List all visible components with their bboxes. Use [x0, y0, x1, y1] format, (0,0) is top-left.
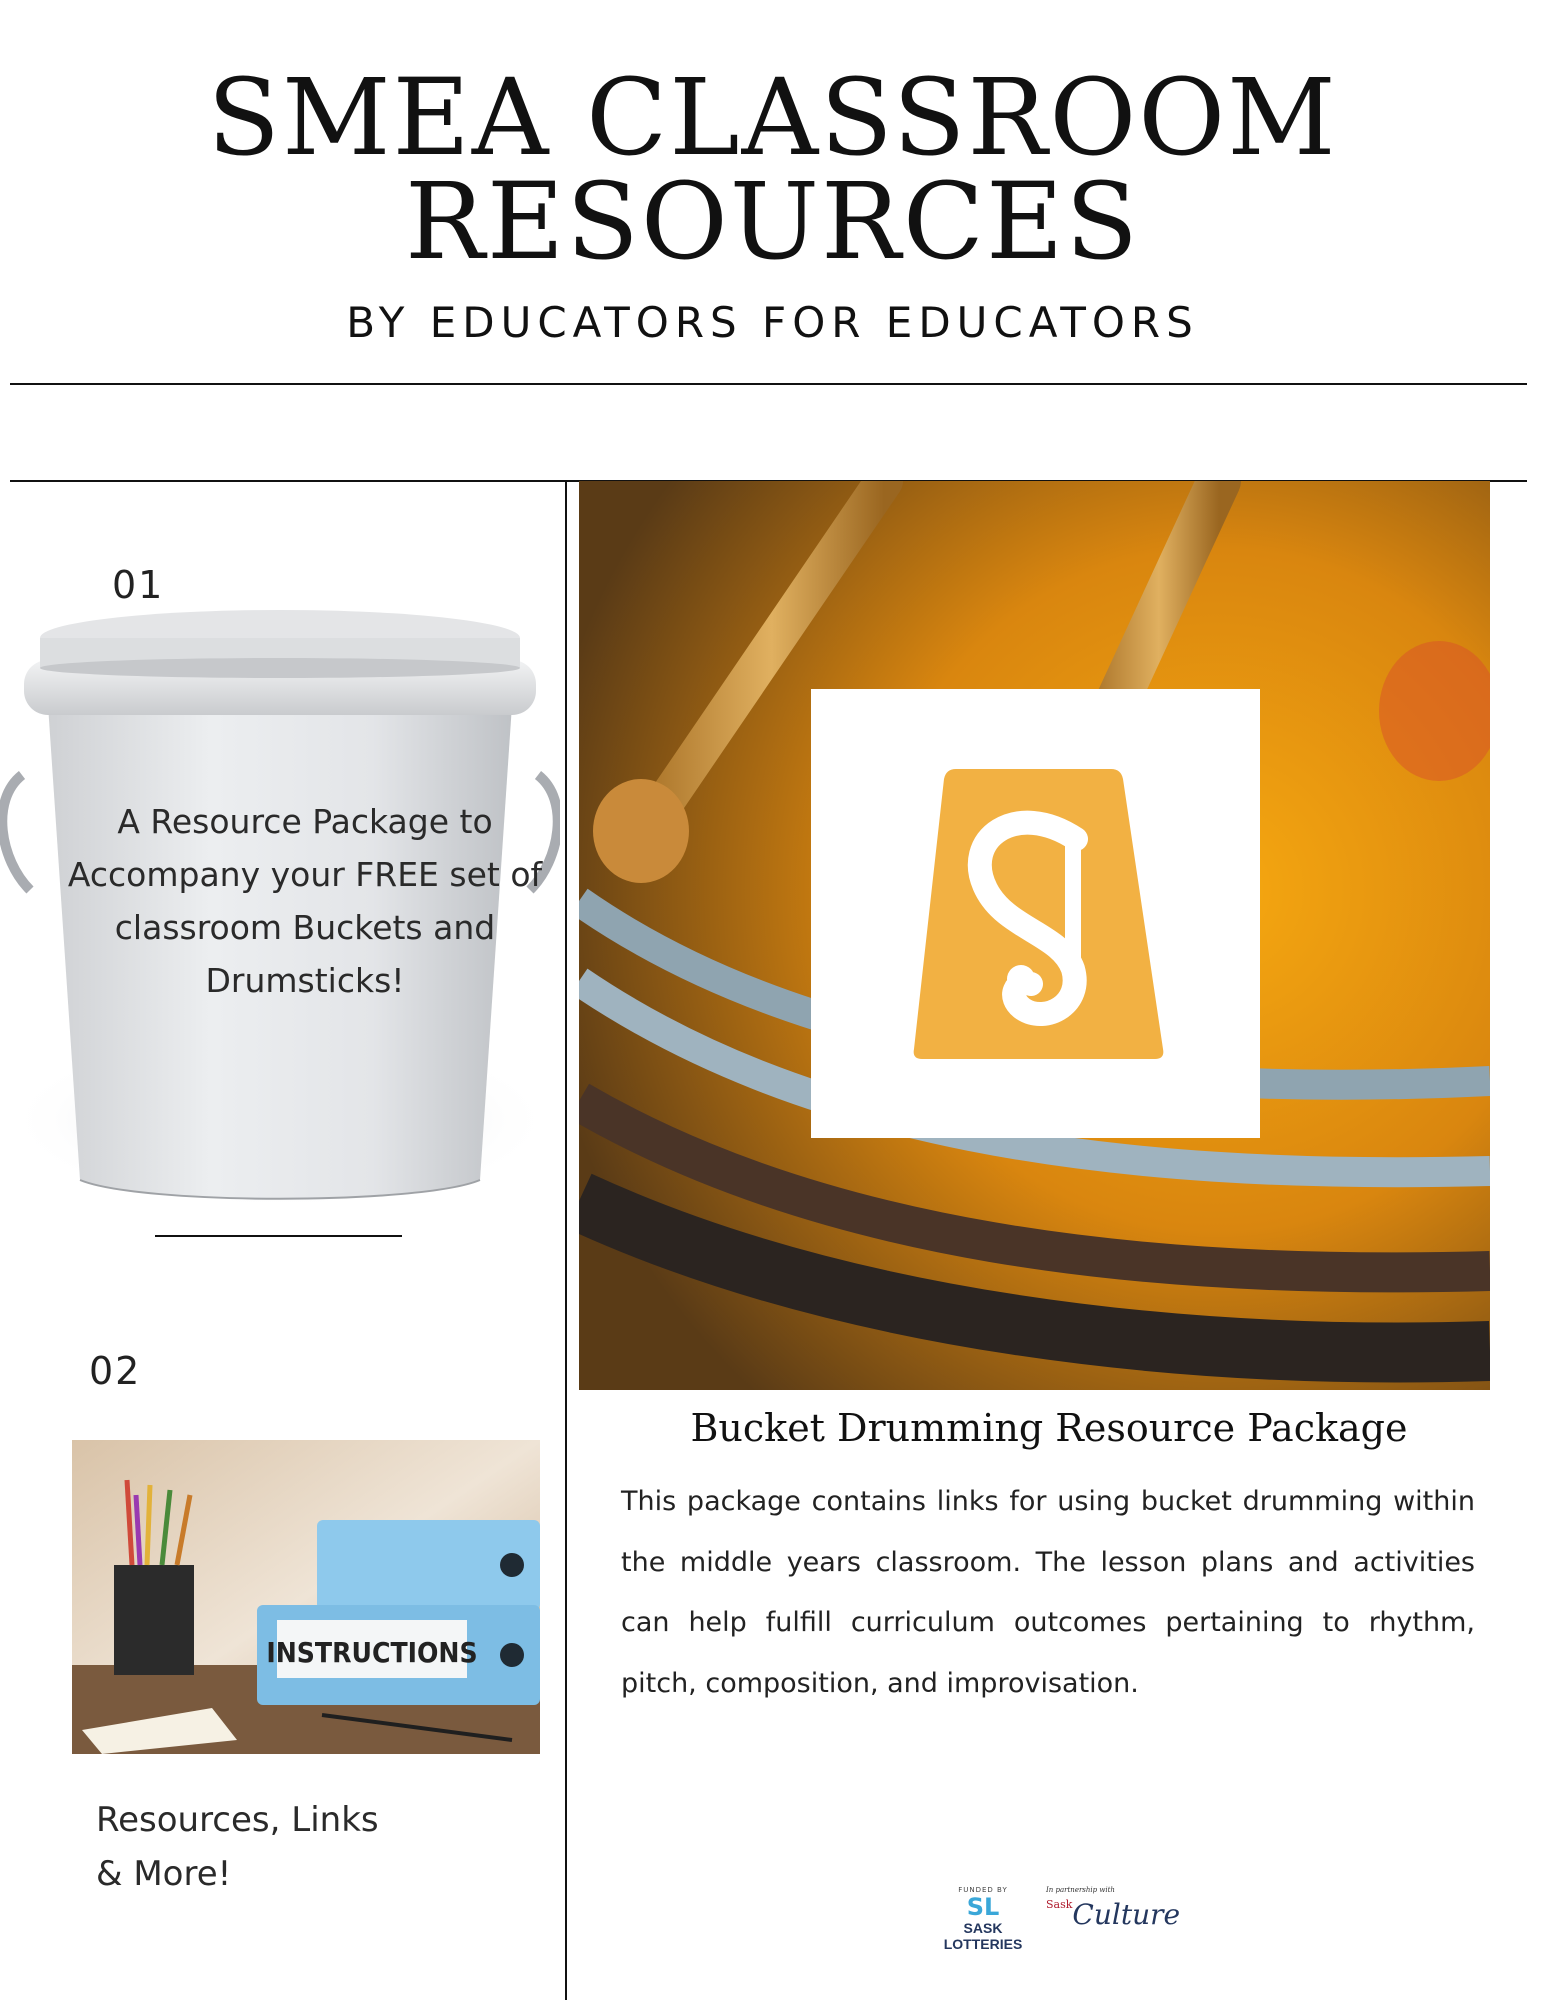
sl-mark: [928, 1894, 1038, 1920]
instructions-binder-image: [72, 1440, 540, 1754]
title-line-1: SMEA CLASSROOM: [207, 56, 1338, 179]
funded-by-label: FUNDED BY: [958, 1886, 1008, 1894]
page-subtitle: BY EDUCATORS FOR EDUCATORS: [346, 298, 1199, 347]
smea-logo-icon: [811, 689, 1260, 1138]
binder-label: INSTRUCTIONS: [266, 1636, 478, 1669]
resources-line-2: & More!: [96, 1854, 232, 1894]
smea-logo-box: [811, 689, 1260, 1138]
bucket-description: A Resource Package to Accompany your FREE set of classroom Buckets and Drumsticks!: [67, 802, 543, 1000]
sask-culture-logo: [1046, 1886, 1181, 1958]
resources-label: [96, 1793, 476, 1901]
header-divider: [10, 383, 1527, 385]
package-description: This package contains links for using bucket drumming within the middle years classroom. The lesson plans and activities can help fulfill curriculum outcomes pertaining to rhythm, pitch, composition, and improvisation.: [621, 1486, 1475, 1699]
page-title: [0, 56, 1545, 283]
resources-line-1: Resources, Links: [96, 1800, 379, 1840]
column-divider: [565, 482, 567, 2000]
culture-prefix: Sask: [1046, 1898, 1073, 1911]
partnership-label: In partnership with: [1046, 1886, 1115, 1894]
title-line-2: RESOURCES: [405, 160, 1140, 283]
culture-word: Culture: [1072, 1898, 1181, 1931]
sask-lotteries-name: SASK LOTTERIES: [943, 1920, 1023, 1952]
sl-mark-text: SL: [966, 1893, 1000, 1921]
sask-culture-name: [1046, 1898, 1181, 1931]
item-divider: [155, 1235, 402, 1237]
item-number-01: 01: [112, 563, 165, 607]
sask-lotteries-logo: [928, 1886, 1038, 1958]
package-title: Bucket Drumming Resource Package: [690, 1406, 1408, 1450]
item-number-02: 02: [89, 1349, 142, 1393]
